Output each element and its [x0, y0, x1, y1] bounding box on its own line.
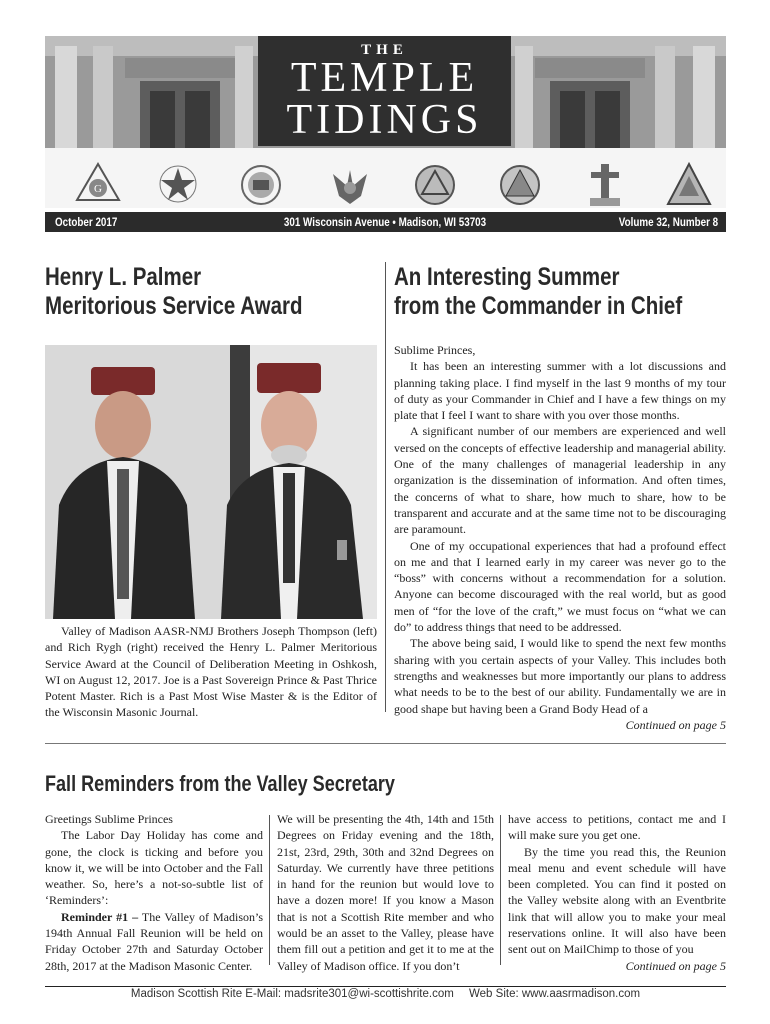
triangle-emblem-icon [497, 160, 543, 208]
delta-emblem-icon [666, 160, 712, 208]
masthead-title-tidings: TIDINGS [286, 97, 483, 143]
article2-paragraph: The above being said, I would like to spend the next few months sharing with you certain aspects of your Valley. This includes both strengths and weaknesses but more importantly our plans to address what needs to be to the best of our ability. Fundamentally we are in good shape but having been a Grand Body Head of a [394, 636, 726, 716]
volume-number: Volume 32, Number 8 [618, 215, 718, 229]
article3-paragraph: By the time you read this, the Reunion meal menu and event schedule will have been completed. You can find it posted on the Valley website along with an Eventbrite link that will allow you to make your meal reservations online. It will also have been sent out on MailChimp to those of you [508, 844, 726, 957]
square-compass-emblem-icon [75, 160, 121, 208]
photo-caption-text: Valley of Madison AASR-NMJ Brothers Joseph Thompson (left) and Rich Rygh (right) received the Henry L. Palmer Meritorious Service Award at the Council of Deliberation Meeting in Oshkosh, WI on August 12, 2017. Joe is a Past Sovereign Prince & Past Thrice Potent Master. Rich is a Past Most Wise Master & is the Editor of the Wisconsin Masonic Journal. [45, 624, 377, 720]
info-bar [45, 212, 726, 232]
svg-text:G: G [94, 183, 102, 195]
star-emblem-icon [155, 160, 201, 208]
article3-paragraph: The Labor Day Holiday has come and gone, the clock is ticking and before you know it, we will be into October and the Fall weather. So, here’s a not-so-subtle list of ‘Reminders’: [45, 828, 263, 908]
footer-website: Web Site: www.aasrmadison.com [469, 988, 641, 1000]
article3-reminder [45, 909, 263, 974]
photo-caption [45, 623, 377, 721]
article2-body [394, 342, 726, 733]
article2-continued: Continued on page 5 [625, 717, 726, 732]
article3-col2 [277, 811, 494, 974]
section-rule [45, 743, 726, 744]
article2-paragraph: One of my occupational experiences that had a profound effect on me and that I learned early in my career was never go to the “boss” with concerns without a recommendation for a solution. Anyone can become discouraged with the real world, but as good men of “for the love of the craft,” we must focus on “what we can do” to address things that need to be addressed. [394, 538, 726, 635]
crown-emblem-icon [238, 160, 284, 208]
masthead-the: THE [361, 42, 408, 58]
footer [45, 988, 726, 1000]
article3-greeting: Greetings Sublime Princes [45, 812, 173, 826]
masthead-title-temple: TEMPLE [290, 55, 479, 101]
article2-paragraph: A significant number of our members are experienced and well versed on the concepts of effective leadership and managerial ability. One of the many challenges of managerial leadership in any organization is the dissemination of information. And often times, the concerns of what to share, how much to share, how to be transparent and accurate and at the same time not to be discouraging are paramount. [394, 424, 726, 537]
footer-rule [45, 986, 726, 987]
article2-headline-line2: from the Commander in Chief [394, 292, 683, 320]
column-divider [385, 262, 386, 712]
article2-headline [394, 263, 682, 321]
article3-headline: Fall Reminders from the Valley Secretary [45, 771, 395, 796]
double-eagle-emblem-icon [327, 160, 373, 208]
article3-paragraph: We will be presenting the 4th, 14th and 15th Degrees on Friday evening and the 18th, 21st, 23rd, 29th, 30th and 32nd Degrees on Saturday. We currently have three petitions in hand for the reunion but would love to have a dozen more! If you know a Mason that is not a Scottish Rite member and who would be an asset to the Valley, please have them fill out a petition and get it to me at the Valley of Madison office. If you don’t [277, 812, 494, 973]
article2-salutation: Sublime Princes, [394, 343, 476, 357]
triangle-circle-emblem-icon [412, 160, 458, 208]
masthead [45, 36, 726, 208]
issue-date: October 2017 [55, 215, 118, 229]
column-divider [500, 815, 501, 965]
article3-continued: Continued on page 5 [625, 958, 726, 973]
column-divider [269, 815, 270, 965]
article3-col1 [45, 811, 263, 974]
reminder-label: Reminder #1 – [61, 909, 139, 924]
masthead-title-block [258, 36, 511, 146]
cross-emblem-icon [582, 160, 628, 208]
article3-col3 [508, 811, 726, 974]
article1-headline [45, 263, 302, 321]
article2-paragraph: It has been an interesting summer with a lot discussions and planning taking place. I find myself in the last 9 months of my tour of duty as your Commander in Chief and I have a few things on my plate that I feel I want to share with you over those months. [394, 359, 726, 423]
article1-headline-line2: Meritorious Service Award [45, 292, 303, 320]
footer-email: Madison Scottish Rite E-Mail: madsrite301@wi-scottishrite.com [130, 988, 454, 1000]
address: 301 Wisconsin Avenue • Madison, WI 53703 [283, 215, 487, 229]
article3-paragraph: have access to petitions, contact me and I will make sure you get one. [508, 812, 726, 843]
award-photo [45, 345, 377, 619]
article1-headline-line1: Henry L. Palmer [45, 263, 202, 291]
article2-headline-line1: An Interesting Summer [394, 263, 620, 291]
reminder-text: The Valley of Madison’s 194th Annual Fall Reunion will be held on Friday October 27th and Saturday October 28th, 2017 at the Madison Masonic Center. [45, 909, 263, 973]
